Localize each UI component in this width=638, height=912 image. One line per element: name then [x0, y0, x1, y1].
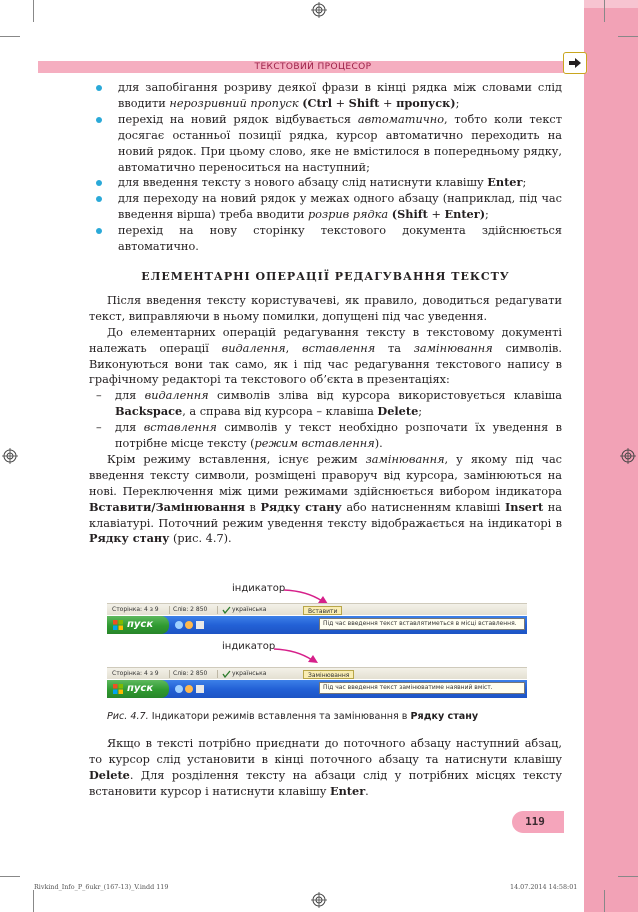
- windows-logo-icon: [113, 684, 123, 694]
- figure-caption: [107, 711, 537, 722]
- dash-list: [89, 388, 562, 452]
- start-button[interactable]: [107, 616, 169, 634]
- bullet-item: для запобігання розриву деякої фрази в кінці рядка між словами слід вводити нерозривний пропуск (Ctrl + Shift + пропуск);: [89, 80, 562, 112]
- bullet-dot: [96, 85, 102, 91]
- spellcheck-icon: [222, 670, 231, 678]
- caption-bold: Рядку стану: [410, 711, 479, 722]
- closing-text: [89, 736, 562, 800]
- registration-mark-icon: [311, 892, 327, 908]
- paragraph: Після введення тексту користувачеві, як правило, доводиться редагувати текст, виправляючи в ньому помилки, допущені під час уведення.: [89, 293, 562, 323]
- insert-mode-tooltip: Під час введення текст вставлятиметься в місці вставлення.: [319, 618, 525, 630]
- bullet-dot: [96, 228, 102, 234]
- bullet-dot: [96, 117, 102, 123]
- next-section-button[interactable]: [563, 52, 587, 74]
- page-content: [89, 80, 562, 547]
- start-label: пуск: [127, 683, 154, 694]
- indicator-label: індикатор: [222, 641, 276, 652]
- page-number: 119: [525, 815, 545, 828]
- crop-mark: [33, 890, 34, 912]
- crop-mark: [604, 0, 605, 22]
- bullet-dot: [96, 196, 102, 202]
- insert-mode-indicator[interactable]: Вставити: [303, 606, 342, 615]
- word-count[interactable]: Слів: 2 850: [169, 670, 210, 678]
- paragraph: Крім режиму вставлення, існує режим замінювання, у якому під час введення тексту символи, розміщені праворуч від курсора, замінюються на нові. Переключення між цими режимами здійснюється вибором індикатора Вставити/Замінювання в Рядку стану або натисненням клавіші Insert на клавіатурі. Поточний режим уведення тексту відображається на індикаторі в Рядку стану (рис. 4.7).: [89, 452, 563, 546]
- start-button[interactable]: [107, 680, 169, 698]
- dash-item: – для видалення символів зліва від курсора використовується клавіша Backspace, а справа від курсора – клавіша Delete;: [96, 389, 562, 419]
- arrow-right-icon: [568, 57, 582, 69]
- paragraph: Якщо в тексті потрібно приєднати до поточного абзацу наступний абзац, то курсор слід установити в кінці поточного абзацу та натиснути клавішу Delete. Для розділення тексту на абзаци слід у потрібних місцях тексту встановити курсор і натиснути клавішу Enter.: [89, 737, 562, 798]
- bullet-dot: [96, 180, 102, 186]
- language-indicator[interactable]: українська: [217, 606, 269, 614]
- print-slug-file: Rivkind_Info_P_6ukr_(167-13)_V.indd 119: [34, 883, 169, 891]
- figure-4-7: [107, 583, 527, 705]
- page-indicator[interactable]: Сторінка: 4 з 9: [112, 606, 159, 613]
- language-indicator[interactable]: українська: [217, 670, 269, 678]
- replace-mode-tooltip: Під час введення текст замінюватиме наявний вміст.: [319, 682, 525, 694]
- taskbar: [107, 680, 527, 698]
- section-title: ЕЛЕМЕНТАРНІ ОПЕРАЦІЇ РЕДАГУВАННЯ ТЕКСТУ: [141, 269, 510, 283]
- bullet-item: перехід на нову сторінку текстового документа здійснюється автоматично.: [89, 223, 562, 255]
- windows-logo-icon: [113, 620, 123, 630]
- pointer-arrow-icon: [272, 646, 322, 666]
- crop-mark: [0, 36, 20, 37]
- taskbar: [107, 616, 527, 634]
- replace-mode-indicator[interactable]: Замінювання: [303, 670, 354, 679]
- status-bar: [107, 603, 527, 615]
- crop-mark: [33, 0, 34, 22]
- bullet-list: [89, 80, 562, 255]
- print-slug-date: 14.07.2014 14:58:01: [510, 883, 578, 891]
- registration-mark-icon: [2, 448, 18, 464]
- status-bar: [107, 667, 527, 679]
- header-band: [38, 61, 588, 73]
- crop-mark: [604, 890, 605, 912]
- crop-mark: [618, 876, 638, 877]
- page-number-tab: [512, 811, 564, 833]
- crop-mark: [618, 36, 638, 37]
- quick-launch-icon[interactable]: [174, 684, 206, 694]
- page-header-title: ТЕКСТОВИЙ ПРОЦЕСОР: [254, 62, 372, 72]
- caption-prefix: Рис. 4.7.: [107, 711, 149, 722]
- start-label: пуск: [127, 619, 154, 630]
- word-count[interactable]: Слів: 2 850: [169, 606, 210, 614]
- paragraph: До елементарних операцій редагування тексту в текстовому документі належать операції видалення, вставлення та замінювання символів. Виконуються вони так само, як і під час редагування текстового напису в графічному редакторі та текстового об’єкта в презентаціях:: [89, 325, 563, 387]
- dash-item: – для вставлення символів у текст необхідно розпочати їх уведення в потрібне місце тексту (режим вставлення).: [96, 421, 562, 451]
- page-indicator[interactable]: Сторінка: 4 з 9: [112, 670, 159, 677]
- side-decor-top: [584, 0, 638, 8]
- caption-text: Індикатори режимів вставлення та замінювання в: [148, 711, 411, 722]
- crop-mark: [0, 876, 20, 877]
- registration-mark-icon: [311, 2, 327, 18]
- bullet-item: для переходу на новий рядок у межах одного абзацу (наприклад, під час введення вірша) треба вводити розрив рядка (Shift + Enter);: [89, 191, 562, 223]
- spellcheck-icon: [222, 606, 231, 614]
- indicator-label: індикатор: [232, 583, 286, 594]
- registration-mark-icon: [620, 448, 636, 464]
- bullet-item: перехід на новий рядок відбувається автоматично, тобто коли текст досягає останньої позиції рядка, курсор автоматично переходить на новий рядок. При цьому слово, яке не вмістилося в попередньому рядку, автоматично переноситься на наступний;: [89, 112, 562, 176]
- quick-launch-icon[interactable]: [174, 620, 206, 630]
- bullet-item: для введення тексту з нового абзацу слід натиснути клавішу Enter;: [89, 175, 562, 191]
